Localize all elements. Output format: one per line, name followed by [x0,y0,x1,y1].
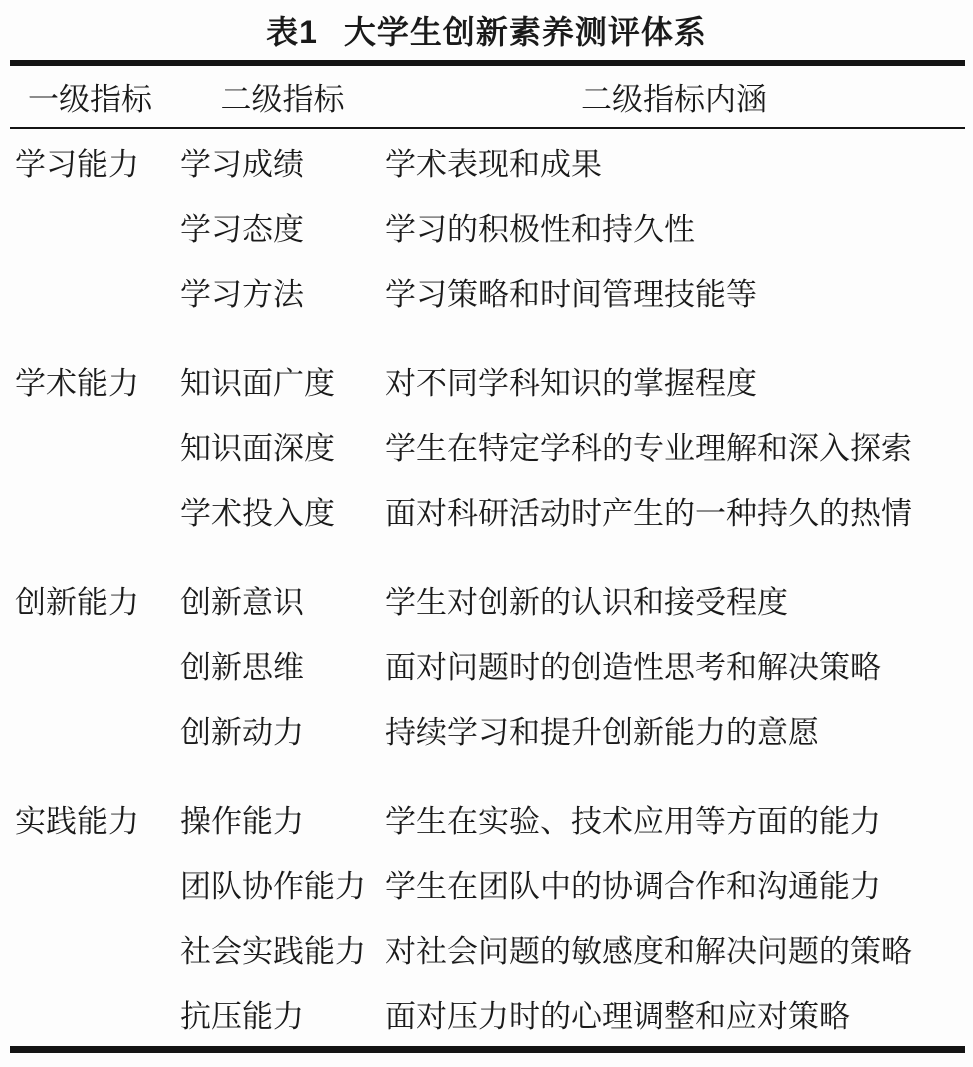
level2-indicator: 团队协作能力 [180,869,366,904]
level2-indicator: 创新意识 [180,585,304,620]
level2-meaning: 对不同学科知识的掌握程度 [385,366,757,401]
table-row [0,259,973,324]
level2-indicator: 操作能力 [180,804,304,839]
table-number: 表1 [266,14,318,50]
level2-indicator: 学习方法 [180,277,304,312]
level2-meaning: 学习策略和时间管理技能等 [385,277,757,312]
group-practice-ability [0,786,973,1046]
level2-indicator: 社会实践能力 [180,934,366,969]
level2-meaning: 持续学习和提升创新能力的意愿 [385,715,819,750]
col-header-level1: 一级指标 [28,82,152,117]
table-row [0,348,973,413]
table-row [0,851,973,916]
level2-meaning: 面对问题时的创造性思考和解决策略 [385,650,881,685]
level1-indicator: 学术能力 [15,366,139,401]
col-header-level2: 二级指标 [220,82,345,117]
bottom-rule [10,1046,965,1053]
table-row [0,916,973,981]
table-row [0,567,973,632]
table-row [0,981,973,1046]
group-academic-ability [0,348,973,543]
level1-indicator: 学习能力 [15,147,139,182]
level2-indicator: 学术投入度 [180,496,335,531]
header-row [0,66,973,127]
table-body [0,129,973,1046]
level1-indicator: 实践能力 [15,804,139,839]
table-row [0,129,973,194]
level2-meaning: 对社会问题的敏感度和解决问题的策略 [385,934,912,969]
col-header-meaning: 二级指标内涵 [581,82,767,117]
table-row [0,194,973,259]
level2-indicator: 知识面广度 [180,366,335,401]
table-row [0,413,973,478]
level2-meaning: 学生在特定学科的专业理解和深入探索 [385,431,912,466]
group-learning-ability [0,129,973,324]
table-row [0,632,973,697]
level2-indicator: 学习态度 [180,212,304,247]
level2-meaning: 面对科研活动时产生的一种持久的热情 [385,496,912,531]
level2-meaning: 学生在团队中的协调合作和沟通能力 [385,869,881,904]
table-row [0,786,973,851]
level2-indicator: 创新思维 [180,650,304,685]
table-title-text: 大学生创新素养测评体系 [343,14,707,50]
table-title [0,0,973,60]
level2-meaning: 面对压力时的心理调整和应对策略 [385,999,850,1034]
level2-indicator: 创新动力 [180,715,304,750]
level1-indicator: 创新能力 [15,585,139,620]
group-innovation-ability [0,567,973,762]
level2-indicator: 学习成绩 [180,147,304,182]
level2-meaning: 学生在实验、技术应用等方面的能力 [385,804,881,839]
level2-indicator: 知识面深度 [180,431,335,466]
table-row [0,697,973,762]
level2-indicator: 抗压能力 [180,999,304,1034]
level2-meaning: 学术表现和成果 [385,147,602,182]
level2-meaning: 学生对创新的认识和接受程度 [385,585,788,620]
level2-meaning: 学习的积极性和持久性 [385,212,695,247]
table-row [0,478,973,543]
